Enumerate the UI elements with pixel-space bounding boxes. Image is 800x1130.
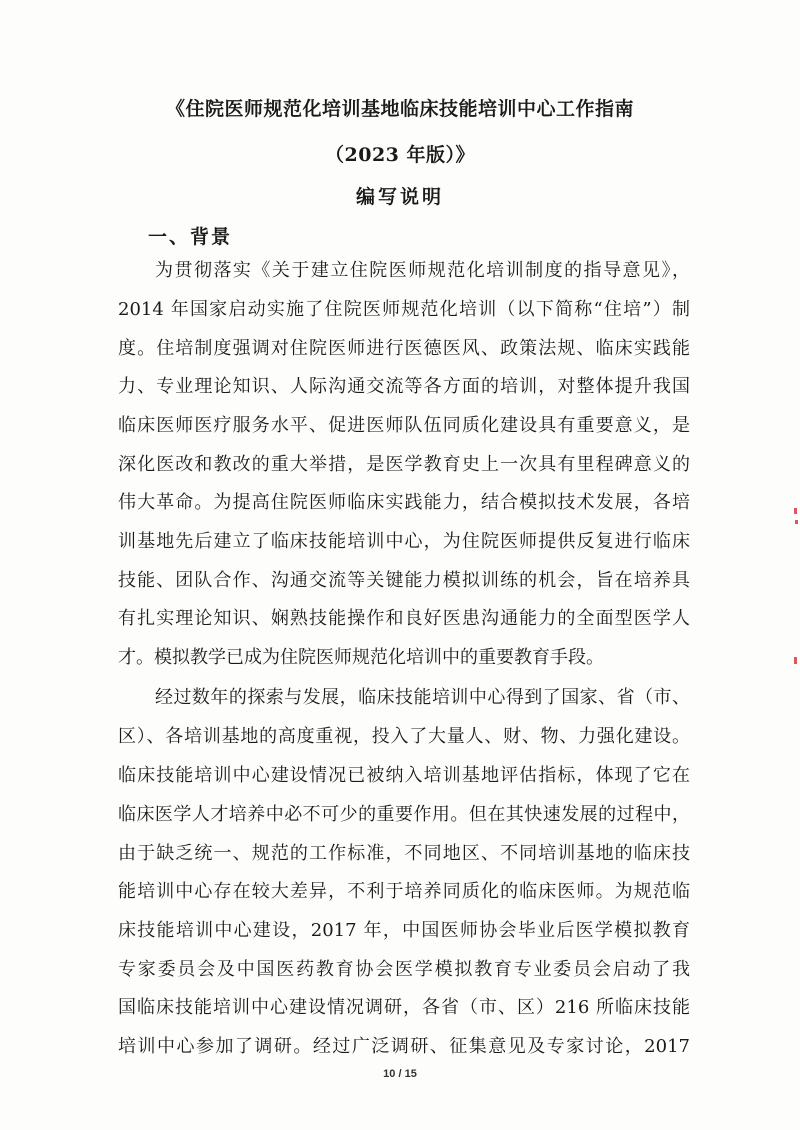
paragraph-2-line: 区）、各培训基地的高度重视，投入了大量人、财、物、力强化建设。 bbox=[118, 726, 690, 747]
document-subtitle: 编写说明 bbox=[355, 186, 444, 208]
paragraph-1-line: 度。住培制度强调对住院医师进行医德医风、政策法规、临床实践能 bbox=[118, 338, 690, 359]
paragraph-1-line: 为贯彻落实《关于建立住院医师规范化培训制度的指导意见》， bbox=[155, 260, 690, 281]
paragraph-2-line: 由于缺乏统一、规范的工作标准，不同地区、不同培训基地的临床技 bbox=[118, 843, 690, 864]
page-number: 10 / 15 bbox=[383, 1068, 417, 1080]
paragraph-2-line: 国临床技能培训中心建设情况调研，各省（市、区）216 所临床技能 bbox=[118, 997, 690, 1018]
paragraph-2-line: 专家委员会及中国医药教育协会医学模拟教育专业委员会启动了我 bbox=[118, 959, 690, 980]
section-heading: 一、背景 bbox=[148, 226, 233, 248]
paragraph-1-line: 训基地先后建立了临床技能培训中心，为住院医师提供反复进行临床 bbox=[118, 531, 690, 552]
paragraph-1-line: 2014 年国家启动实施了住院医师规范化培训（以下简称“住培”）制 bbox=[118, 299, 690, 320]
document-title-line-2: （2023 年版）》 bbox=[325, 144, 475, 166]
paragraph-1-line: 技能、团队合作、沟通交流等关键能力模拟训练的机会，旨在培养具 bbox=[118, 570, 690, 591]
scan-edge-mark bbox=[794, 657, 797, 664]
paragraph-1-line: 有扎实理论知识、娴熟技能操作和良好医患沟通能力的全面型医学人 bbox=[118, 608, 690, 629]
scan-edge-mark bbox=[795, 520, 798, 524]
paragraph-1-line: 才。模拟教学已成为住院医师规范化培训中的重要教育手段。 bbox=[118, 647, 604, 668]
paragraph-1-line: 深化医改和教改的重大举措，是医学教育史上一次具有里程碑意义的 bbox=[118, 454, 690, 475]
paragraph-2-line: 临床技能培训中心建设情况已被纳入培训基地评估指标，体现了它在 bbox=[118, 765, 690, 786]
scan-edge-mark bbox=[794, 508, 797, 514]
paragraph-1-line: 力、专业理论知识、人际沟通交流等各方面的培训，对整体提升我国 bbox=[118, 376, 690, 397]
paragraph-1-line: 伟大革命。为提高住院医师临床实践能力，结合模拟技术发展，各培 bbox=[118, 492, 690, 513]
paragraph-2-line: 经过数年的探索与发展，临床技能培训中心得到了国家、省（市、 bbox=[155, 687, 690, 708]
paragraph-1-line: 临床医师医疗服务水平、促进医师队伍同质化建设具有重要意义，是 bbox=[118, 415, 690, 436]
paragraph-2-line: 床技能培训中心建设，2017 年，中国医师协会毕业后医学模拟教育 bbox=[118, 920, 690, 941]
paragraph-2-line: 临床医学人才培养中必不可少的重要作用。但在其快速发展的过程中， bbox=[118, 804, 690, 825]
document-title-line-1: 《住院医师规范化培训基地临床技能培训中心工作指南 bbox=[165, 98, 634, 120]
paragraph-2-line: 能培训中心存在较大差异，不利于培养同质化的临床医师。为规范临 bbox=[118, 881, 690, 902]
paragraph-2-line: 培训中心参加了调研。经过广泛调研、征集意见及专家讨论，2017 bbox=[118, 1036, 690, 1057]
